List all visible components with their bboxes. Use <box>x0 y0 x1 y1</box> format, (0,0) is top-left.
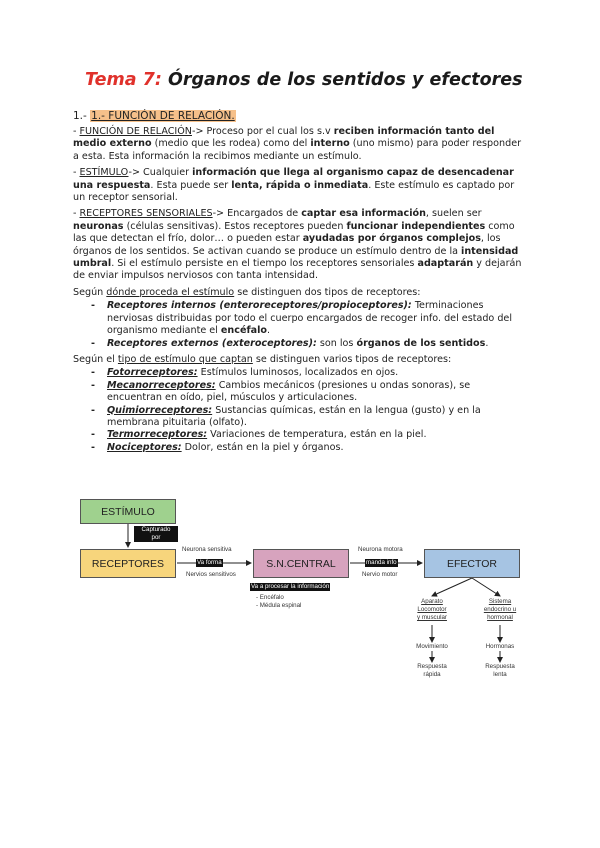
segun-procedencia: Según dónde proceda el estímulo se distinguen dos tipos de receptores: <box>73 286 421 298</box>
label-medula: - Médula espinal <box>256 602 302 609</box>
label-nervio-motor: Nervio motor <box>362 571 398 578</box>
estimulo-box: ESTÍMULO <box>80 499 176 524</box>
label-aparato-locomotor: Aparato Locomotor y muscular <box>417 598 447 621</box>
title-number: Tema 7: <box>85 70 162 90</box>
sncentral-box: S.N.CENTRAL <box>253 549 349 578</box>
paragraph-funcion: - FUNCIÓN DE RELACIÓN-> Proceso por el cual los s.v reciben información tanto del medio externo (medio que les rodea) como del interno (uno mismo) para poder responder a esta. Esta información la recibimos mediante un estímulo. <box>73 126 522 162</box>
list-item: - Mecanorreceptores: Cambios mecánicos (presiones u ondas sonoras), se encuentran en oído, piel, músculos y articulaciones. <box>107 380 523 405</box>
label-manda-info: manda info <box>366 559 397 566</box>
list-item: - Receptores externos (exteroceptores): son los órganos de los sentidos. <box>107 338 523 350</box>
label-respuesta-rapida: Respuesta rápida <box>417 663 447 678</box>
label-nervios-sensitivos: Nervios sensitivos <box>186 571 236 578</box>
label-hormonas: Hormonas <box>485 643 515 650</box>
list-item: - Receptores internos (enteroreceptores/propioceptores): Terminaciones nerviosas distribuidas por todo el cuerpo encargados de recoger info. del estado del organismo mediante el encéfalo. <box>107 300 523 337</box>
arrow-efector-aparato <box>432 578 472 596</box>
label-neurona-sensitiva: Neurona sensitiva <box>182 546 232 553</box>
section-label: 1.- FUNCIÓN DE RELACIÓN. <box>91 110 235 122</box>
label-sistema-endocrino: Sistema endocrino u hormonal <box>483 598 517 621</box>
title-text: Órganos de los sentidos y efectores <box>161 70 523 90</box>
label-capturado: Capturado por <box>134 526 178 542</box>
label-neurona-motora: Neurona motora <box>358 546 403 553</box>
paragraph-receptores: - RECEPTORES SENSORIALES-> Encargados de captar esa información, suelen ser neuronas (células sensitivas). Estos receptores pueden funcionar independientes como las que detectan el frío, dolor… o pueden estar ayudadas por órganos complejos, los órganos de los sentidos. Se activan cuando se produce un estímulo dentro de la intensidad umbral. Si el estímulo persiste en el tiempo los receptores sensoriales adaptarán y dejarán de enviar impulsos nerviosos con tanta intensidad. <box>73 208 522 282</box>
label-respuesta-lenta: Respuesta lenta <box>485 663 515 678</box>
efector-box: EFECTOR <box>424 549 520 578</box>
label-va-procesar: Va a procesar la información <box>251 583 330 590</box>
label-va-formar: Va forma <box>197 559 222 566</box>
list-item: - Nociceptores: Dolor, están en la piel y órganos. <box>107 442 523 454</box>
arrow-efector-sistema <box>472 578 500 596</box>
list-item: - Fotorreceptores: Estímulos luminosos, localizados en ojos. <box>107 367 523 379</box>
label-encefalo: - Encéfalo <box>256 594 284 601</box>
section-heading: 1.- 1.- FUNCIÓN DE RELACIÓN. <box>73 110 235 122</box>
list-item: - Quimiorreceptores: Sustancias químicas, están en la lengua (gusto) y en la membrana pituitaria (olfato). <box>107 405 523 430</box>
label-movimiento: Movimiento <box>416 643 448 650</box>
segun-estimulo: Según el tipo de estímulo que captan se distinguen varios tipos de receptores: <box>73 353 452 365</box>
paragraph-estimulo: - ESTÍMULO-> Cualquier información que llega al organismo capaz de desencadenar una respuesta. Esta puede ser lenta, rápida o inmediata. Este estímulo es captado por un receptor sensorial. <box>73 167 515 204</box>
list-item: - Termorreceptores: Variaciones de temperatura, están en la piel. <box>107 429 523 441</box>
receptores-box: RECEPTORES <box>80 549 176 578</box>
